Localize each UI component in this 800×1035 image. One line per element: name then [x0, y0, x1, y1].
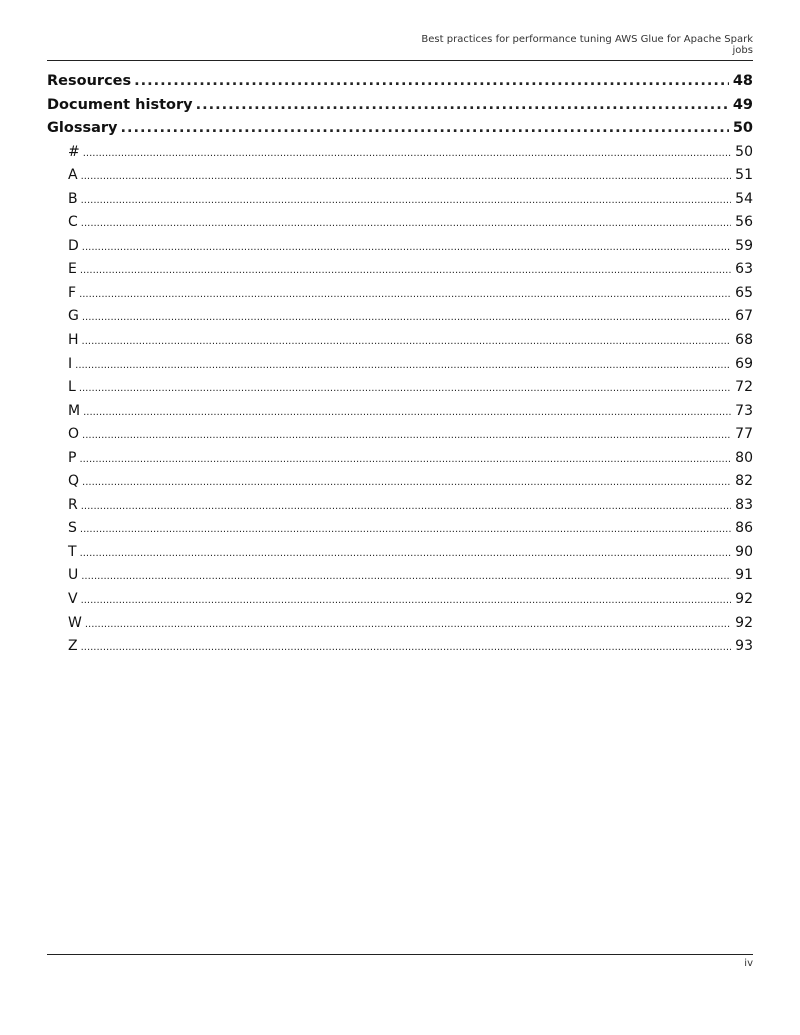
toc-entry-page[interactable]: 77 [735, 426, 753, 443]
toc-entry-label[interactable]: I [68, 355, 73, 372]
toc-entry-page[interactable]: 54 [735, 190, 753, 207]
toc-dot-leader [81, 189, 732, 212]
toc-dot-leader [120, 117, 728, 140]
toc-entry-label[interactable]: G [68, 308, 79, 325]
toc-entry-label[interactable]: P [68, 449, 77, 466]
toc-entry-page[interactable]: 63 [735, 261, 753, 278]
toc-entry-label[interactable]: Document history [47, 96, 193, 113]
toc-entry-page[interactable]: 56 [735, 214, 753, 231]
table-of-contents [47, 70, 753, 659]
toc-entry-page[interactable]: 59 [735, 237, 753, 254]
toc-entry[interactable] [47, 258, 753, 282]
toc-entry-label[interactable]: W [68, 614, 82, 631]
toc-dot-leader [79, 377, 731, 400]
toc-entry-label[interactable]: Q [68, 473, 80, 490]
toc-dot-leader [82, 471, 731, 494]
toc-entry-page[interactable]: 65 [735, 284, 753, 301]
toc-dot-leader [83, 401, 731, 424]
toc-entry-label[interactable]: V [68, 591, 78, 608]
toc-entry[interactable] [47, 423, 753, 447]
toc-entry-label[interactable]: O [68, 426, 80, 443]
toc-entry-label[interactable]: M [68, 402, 81, 419]
toc-entry-label[interactable]: T [68, 543, 77, 560]
toc-entry-label[interactable]: Resources [47, 73, 132, 89]
toc-dot-leader [80, 259, 731, 282]
toc-entry[interactable] [47, 141, 753, 165]
toc-dot-leader [75, 354, 731, 377]
toc-entry[interactable] [47, 117, 753, 141]
toc-entry-page[interactable]: 68 [735, 332, 753, 349]
toc-entry-label[interactable]: R [68, 496, 78, 513]
toc-dot-leader [196, 94, 729, 117]
toc-dot-leader [85, 613, 731, 636]
toc-entry[interactable] [47, 635, 753, 659]
toc-dot-leader [81, 165, 732, 188]
header-title-line-2: jobs [732, 45, 753, 56]
toc-entry[interactable] [47, 447, 753, 471]
toc-entry-page[interactable]: 92 [735, 614, 753, 631]
toc-entry[interactable] [47, 164, 753, 188]
toc-dot-leader [81, 495, 731, 518]
toc-entry[interactable] [47, 329, 753, 353]
toc-entry-page[interactable]: 73 [735, 402, 753, 419]
toc-entry-page[interactable]: 80 [735, 449, 753, 466]
toc-entry-label[interactable]: H [68, 332, 79, 349]
toc-dot-leader [80, 542, 732, 565]
toc-entry-page[interactable]: 69 [735, 355, 753, 372]
toc-entry-page[interactable]: 48 [732, 73, 753, 89]
toc-entry[interactable] [47, 353, 753, 377]
toc-entry-label[interactable]: U [68, 567, 79, 584]
running-header [393, 34, 753, 56]
toc-dot-leader [81, 636, 732, 659]
toc-entry[interactable] [47, 70, 753, 94]
toc-entry-label[interactable]: D [68, 237, 79, 254]
toc-entry-label[interactable]: # [68, 143, 80, 160]
toc-dot-leader [82, 424, 731, 447]
toc-entry-page[interactable]: 50 [735, 143, 753, 160]
toc-entry-label[interactable]: L [68, 379, 76, 396]
toc-entry-page[interactable]: 72 [735, 379, 753, 396]
toc-entry-page[interactable]: 90 [735, 543, 753, 560]
footer-divider [47, 954, 753, 955]
toc-entry-page[interactable]: 91 [735, 567, 753, 584]
toc-dot-leader [79, 448, 731, 471]
toc-entry-label[interactable]: B [68, 190, 78, 207]
toc-entry-label[interactable]: S [68, 520, 77, 537]
toc-entry-label[interactable]: E [68, 261, 77, 278]
toc-entry-page[interactable]: 93 [735, 638, 753, 655]
toc-entry[interactable] [47, 94, 753, 118]
toc-entry-page[interactable]: 51 [735, 167, 753, 184]
toc-entry[interactable] [47, 305, 753, 329]
toc-dot-leader [82, 236, 731, 259]
toc-entry[interactable] [47, 235, 753, 259]
toc-entry[interactable] [47, 282, 753, 306]
toc-dot-leader [80, 518, 731, 541]
toc-entry[interactable] [47, 564, 753, 588]
toc-entry-page[interactable]: 67 [735, 308, 753, 325]
toc-dot-leader [82, 330, 732, 353]
toc-entry[interactable] [47, 188, 753, 212]
toc-entry-label[interactable]: Z [68, 638, 78, 655]
toc-dot-leader [79, 283, 731, 306]
toc-dot-leader [134, 70, 729, 93]
toc-entry[interactable] [47, 470, 753, 494]
toc-entry-page[interactable]: 49 [732, 96, 753, 113]
toc-entry-label[interactable]: Glossary [47, 120, 118, 137]
toc-entry[interactable] [47, 494, 753, 518]
toc-entry-label[interactable]: A [68, 167, 78, 184]
toc-entry-page[interactable]: 50 [732, 120, 753, 137]
toc-dot-leader [81, 565, 731, 588]
toc-entry-page[interactable]: 86 [735, 520, 753, 537]
toc-entry-label[interactable]: C [68, 214, 78, 231]
toc-entry[interactable] [47, 612, 753, 636]
toc-entry-page[interactable]: 92 [735, 591, 753, 608]
toc-entry[interactable] [47, 541, 753, 565]
toc-entry-page[interactable]: 82 [735, 473, 753, 490]
toc-entry[interactable] [47, 211, 753, 235]
toc-dot-leader [83, 142, 731, 165]
toc-dot-leader [81, 212, 731, 235]
toc-entry-label[interactable]: F [68, 284, 77, 301]
toc-entry[interactable] [47, 517, 753, 541]
page-number: iv [744, 958, 753, 969]
toc-entry[interactable] [47, 400, 753, 424]
header-divider [47, 60, 753, 61]
toc-entry-page[interactable]: 83 [735, 496, 753, 513]
toc-dot-leader [82, 306, 731, 329]
toc-entry[interactable] [47, 588, 753, 612]
header-title-line-1: Best practices for performance tuning AWS Glue for Apache Spark [421, 34, 753, 45]
toc-dot-leader [81, 589, 732, 612]
toc-entry[interactable] [47, 376, 753, 400]
